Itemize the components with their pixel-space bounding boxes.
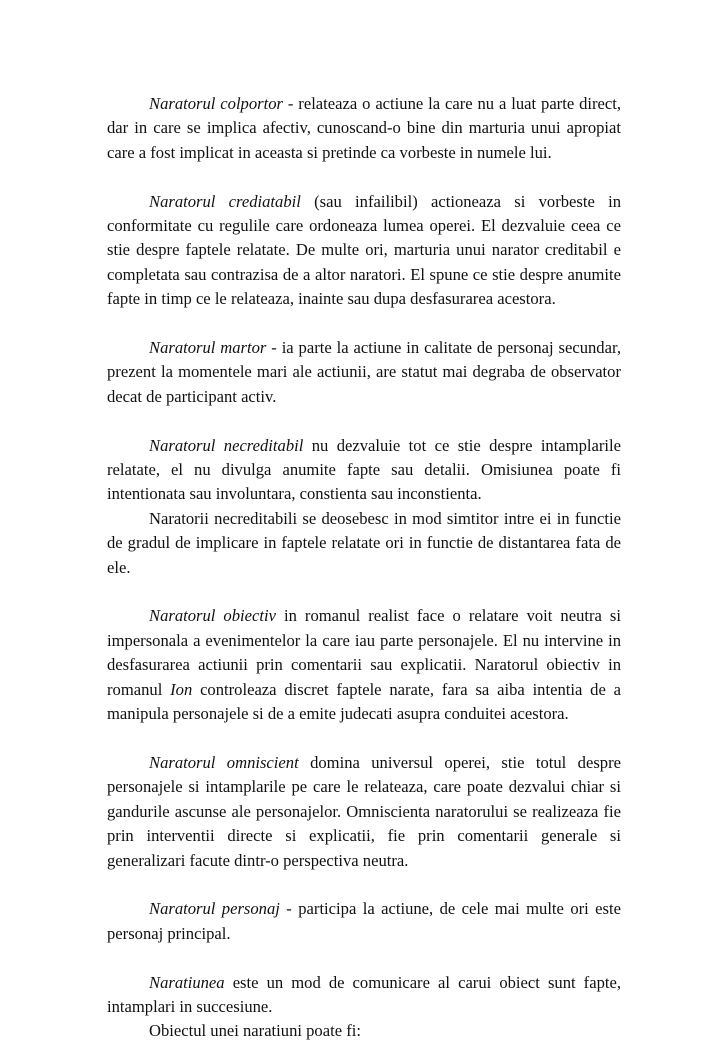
paragraph-narator-colportor xyxy=(107,92,621,165)
definition-text: - participa la actiune, de cele mai multe ori este personaj principal. xyxy=(107,899,621,943)
document-page xyxy=(107,92,621,1044)
definition-text: nu dezvaluie tot ce stie despre intamplarile relatate, el nu divulga anumite fapte sau detalii. Omisiunea poate fi intentionata sau involuntara, constienta sau inconstienta. xyxy=(107,435,621,504)
term-narator-necreditabil: Naratorul necreditabil xyxy=(149,435,304,455)
body-text: Naratorii necreditabili se deosebesc in mod simtitor intre ei in functie de gradul de implicare in faptele relatate ori in functie de distantarea fata de ele. xyxy=(107,508,621,577)
term-narator-omniscient: Naratorul omniscient xyxy=(149,752,299,772)
paragraph-narator-necreditabil xyxy=(107,434,621,507)
term-narator-colportor: Naratorul colportor xyxy=(149,94,283,113)
body-text: Obiectul unei naratiuni poate fi: xyxy=(149,1021,361,1041)
term-narator-creditabil: Naratorul crediatabil xyxy=(149,191,301,211)
paragraph-narator-personaj xyxy=(107,897,621,946)
definition-text: este un mod de comunicare al carui obiect sunt fapte, intamplari in succesiune. xyxy=(107,972,621,1016)
definition-text: (sau infailibil) actioneaza si vorbeste in conformitate cu regulile care ordoneaza lumea operei. El dezvaluie ceea ce stie despre faptele relatate. De multe ori, marturia unui narator creditabil e completata sau contrazisa de a altor naratori. El spune ce stie despre anumite fapte in timp ce le relateaza, inainte sau dupa desfasurarea acestora. xyxy=(107,191,622,309)
definition-text: in romanul realist face o relatare voit neutra si impersonala a evenimentelor la care iau parte personajele. El nu intervine in desfasurarea actiunii prin comentarii sau explicatii. Naratorul obiectiv in romanul xyxy=(107,606,621,699)
term-narator-obiectiv: Naratorul obiectiv xyxy=(149,606,276,626)
term-narator-martor: Naratorul martor xyxy=(149,338,267,358)
term-naratiunea: Naratiunea xyxy=(149,972,225,992)
paragraph-narator-creditabil xyxy=(107,190,621,312)
definition-text: - ia parte la actiune in calitate de personaj secundar, prezent la momentele mari ale actiunii, are statut mai degraba de observator decat de participant activ. xyxy=(107,338,621,406)
definition-text: - relateaza o actiune la care nu a luat parte direct, dar in care se implica afectiv, cunoscand-o bine din marturia unui apropiat care a fost implicat in aceasta si pretinde ca vorbeste in numele lui. xyxy=(107,94,622,162)
term-narator-personaj: Naratorul personaj xyxy=(149,899,280,919)
paragraph-naratori-necreditabili xyxy=(107,507,621,580)
paragraph-narator-martor xyxy=(107,336,621,409)
paragraph-obiectul-naratiunii xyxy=(107,1019,621,1043)
paragraph-narator-omniscient xyxy=(107,751,621,873)
definition-text: domina universul operei, stie totul despre personajele si intamplarile pe care le relateaza, care poate dezvalui chiar si gandurile ascunse ale personajelor. Omniscienta naratorului se realizeaza fie prin interventii directe si explicatii, fie prin comentarii generale si generalizari facute dintr-o perspectiva neutra. xyxy=(107,752,621,870)
definition-text-continued: controleaza discret faptele narate, fara sa aiba intentia de a manipula personajele si de a emite judecati asupra conduitei acestora. xyxy=(107,679,621,724)
paragraph-narator-obiectiv xyxy=(107,604,621,726)
novel-title: Ion xyxy=(170,679,193,699)
paragraph-naratiunea xyxy=(107,971,621,1020)
